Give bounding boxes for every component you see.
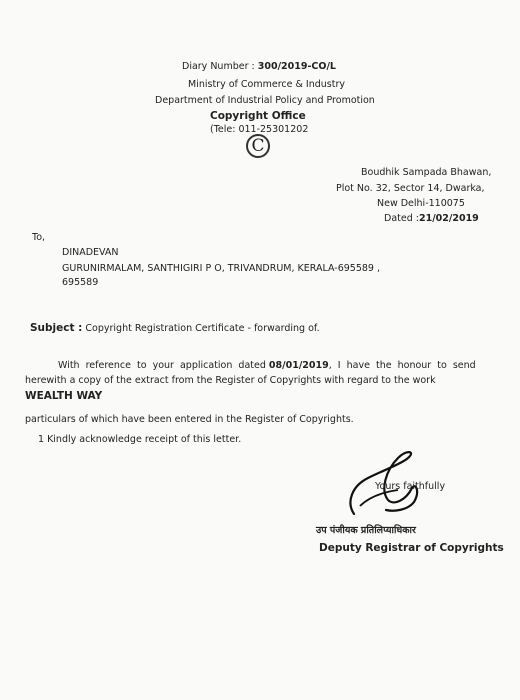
address-line-1: Boudhik Sampada Bhawan, bbox=[361, 167, 492, 178]
recipient-address-line-1: GURUNIRMALAM, SANTHIGIRI P O, TRIVANDRUM, KERALA-695589 , bbox=[62, 263, 381, 274]
body-text-segment: With reference to your application dated bbox=[58, 360, 269, 371]
dated-line bbox=[384, 213, 479, 224]
hindi-designation: उप पंजीयक प्रतिलिप्याधिकार bbox=[316, 525, 416, 536]
recipient-address-line-2: 695589 bbox=[62, 277, 99, 288]
diary-label: Diary Number : bbox=[182, 61, 258, 72]
copyright-symbol-icon: C bbox=[246, 134, 270, 158]
body-paragraph-line-4: particulars of which have been entered in the Register of Copyrights. bbox=[25, 414, 354, 425]
signatory-title: Deputy Registrar of Copyrights bbox=[319, 542, 504, 554]
subject-text: Copyright Registration Certificate - forwarding of. bbox=[85, 323, 320, 334]
office-telephone: (Tele: 011-25301202 bbox=[210, 124, 309, 135]
address-line-3: New Delhi-110075 bbox=[377, 198, 465, 209]
work-title: WEALTH WAY bbox=[25, 390, 103, 402]
to-label: To, bbox=[32, 232, 46, 243]
body-text-segment: , I have the honour to send bbox=[328, 360, 476, 371]
diary-value: 300/2019-CO/L bbox=[257, 61, 336, 72]
office-name: Copyright Office bbox=[210, 110, 306, 122]
diary-number bbox=[182, 61, 336, 72]
department-name: Department of Industrial Policy and Promotion bbox=[155, 95, 375, 106]
body-paragraph-line-2: herewith a copy of the extract from the Register of Copyrights with regard to the work bbox=[25, 375, 436, 386]
dated-label: Dated : bbox=[384, 213, 419, 224]
dated-value: 21/02/2019 bbox=[418, 213, 479, 224]
closing-text: Yours faithfully bbox=[375, 481, 446, 492]
subject-label: Subject : bbox=[30, 322, 83, 334]
acknowledge-line: 1 Kindly acknowledge receipt of this letter. bbox=[38, 434, 242, 445]
subject-line bbox=[30, 322, 320, 334]
address-line-2: Plot No. 32, Sector 14, Dwarka, bbox=[336, 183, 485, 194]
application-date: 08/01/2019 bbox=[268, 360, 329, 371]
body-paragraph-line-1 bbox=[58, 360, 476, 371]
ministry-name: Ministry of Commerce & Industry bbox=[188, 79, 345, 90]
recipient-name: DINADEVAN bbox=[62, 247, 119, 258]
